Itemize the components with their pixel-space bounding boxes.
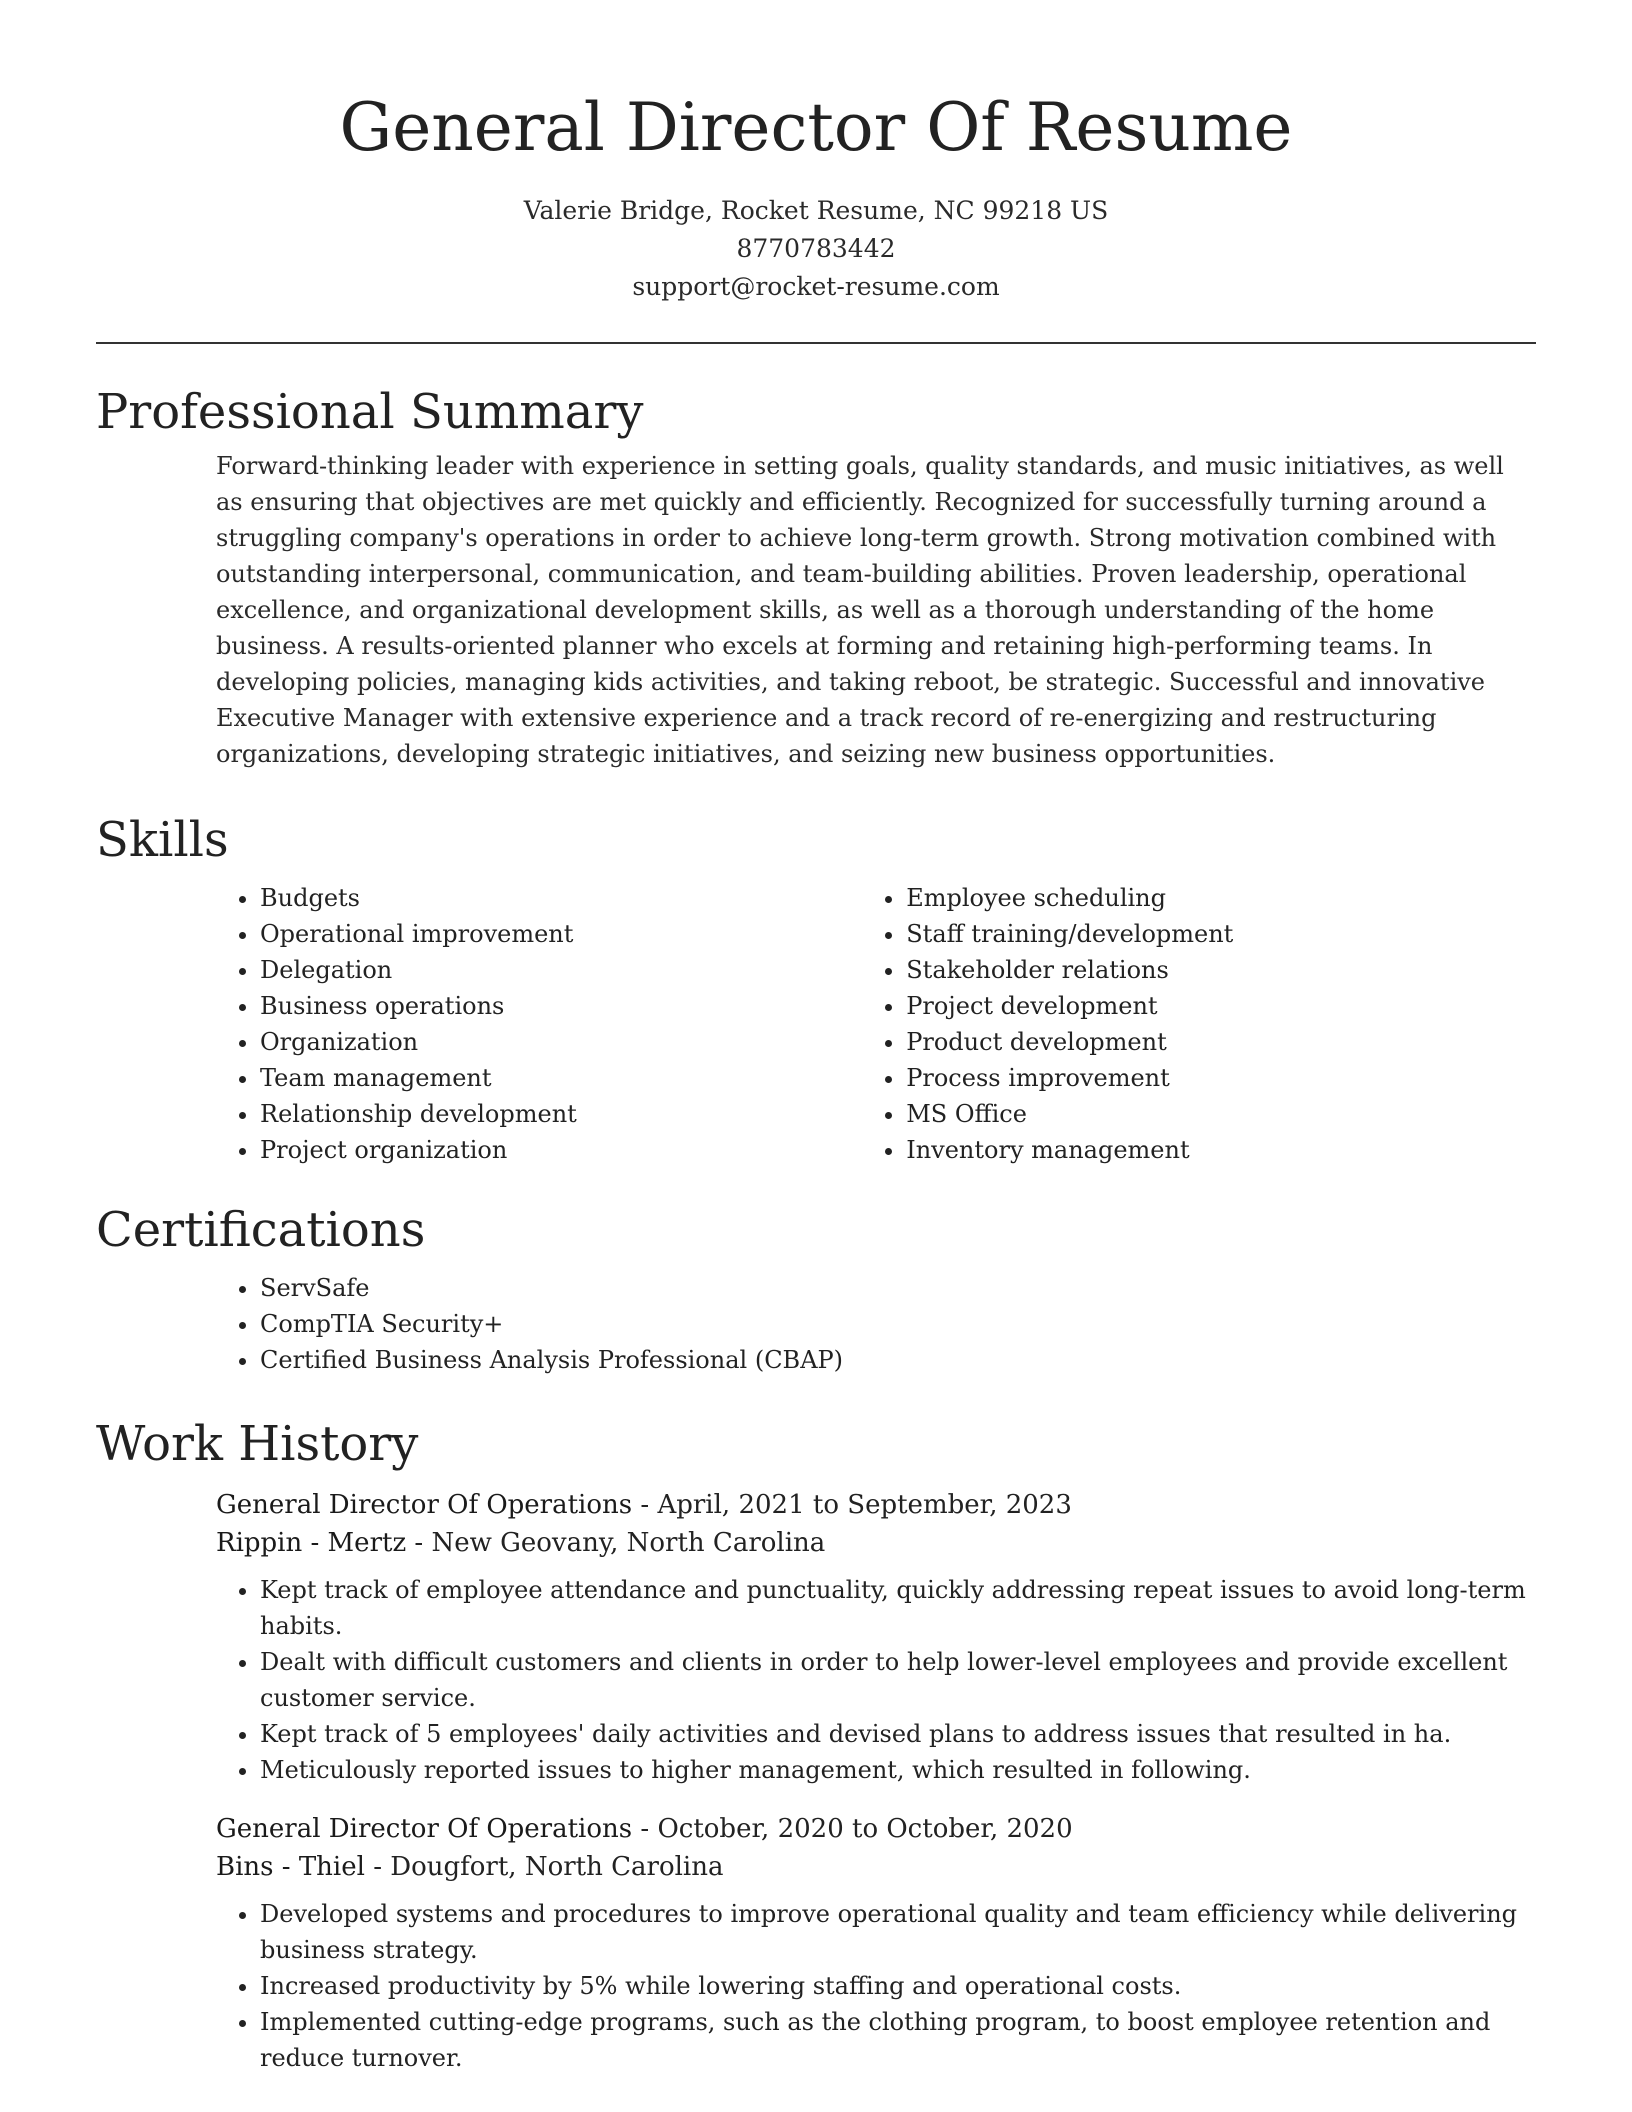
job-bullets <box>216 1896 1530 2076</box>
job-company-line <box>216 1524 1536 1562</box>
skill-item: • Product development <box>906 1024 1536 1060</box>
separator: - <box>640 1814 658 1844</box>
skill-item: • Delegation <box>260 952 880 988</box>
work-history-title: Work History <box>96 1416 419 1472</box>
contact-address: Valerie Bridge, Rocket Resume, NC 99218 US <box>523 196 1109 225</box>
contact-info <box>0 192 1632 306</box>
job-bullet: • Developed systems and procedures to improve operational quality and team efficiency while delivering business strategy. <box>260 1896 1530 1968</box>
job-entry <box>216 1810 1536 2076</box>
job-bullets <box>216 1572 1530 1788</box>
skills-list-left <box>96 880 880 1168</box>
separator: - <box>414 1528 432 1558</box>
job-location: New Geovany, North Carolina <box>431 1528 826 1558</box>
contact-phone: 8770783442 <box>736 234 896 263</box>
separator: - <box>640 1490 658 1520</box>
certifications-title: Certifications <box>96 1202 426 1258</box>
separator: - <box>373 1852 391 1882</box>
skill-item: • Inventory management <box>906 1132 1536 1168</box>
skill-item: • Project development <box>906 988 1536 1024</box>
header-divider <box>96 342 1536 344</box>
job-bullet: • Kept track of employee attendance and punctuality, quickly addressing repeat issues to avoid long-term habits. <box>260 1572 1530 1644</box>
skill-item: • Project organization <box>260 1132 880 1168</box>
summary-section <box>96 382 1536 772</box>
job-dates: April, 2021 to September, 2023 <box>657 1490 1072 1520</box>
skills-columns <box>96 880 1536 1168</box>
job-role: General Director Of Operations <box>216 1814 633 1844</box>
work-history-section <box>96 1414 1536 2076</box>
summary-text: Forward-thinking leader with experience in setting goals, quality standards, and music initiatives, as well as ensuring that objectives are met quickly and efficiently. Recognized for successfully turning around a struggling company's operations in order to achieve long-term growth. Strong motivation combined with outstanding interpersonal, communication, and team-building abilities. Proven leadership, operational excellence, and organizational development skills, as well as a thorough understanding of the home business. A results-oriented planner who excels at forming and retaining high-performing teams. In developing policies, managing kids activities, and taking reboot, be strategic. Successful and innovative Executive Manager with extensive experience and a track record of re-energizing and restructuring organizations, developing strategic initiatives, and seizing new business opportunities. <box>216 452 1504 768</box>
job-dates: October, 2020 to October, 2020 <box>657 1814 1073 1844</box>
certifications-section <box>96 1200 1536 1378</box>
skill-item: • MS Office <box>906 1096 1536 1132</box>
job-entry <box>216 1486 1536 1788</box>
job-bullet: • Implemented cutting-edge programs, such as the clothing program, to boost employee retention and reduce turnover. <box>260 2004 1530 2076</box>
job-bullet: • Kept track of 5 employees' daily activities and devised plans to address issues that resulted in ha. <box>260 1716 1530 1752</box>
job-company-line <box>216 1848 1536 1886</box>
certification-item: • ServSafe <box>260 1270 1536 1306</box>
certifications-list <box>96 1270 1536 1378</box>
job-company: Bins - Thiel <box>216 1852 365 1882</box>
summary-title: Professional Summary <box>96 384 644 440</box>
skill-item: • Team management <box>260 1060 880 1096</box>
skill-item: • Stakeholder relations <box>906 952 1536 988</box>
certification-item: • CompTIA Security+ <box>260 1306 1536 1342</box>
job-bullet: • Dealt with difficult customers and clients in order to help lower-level employees and provide excellent customer service. <box>260 1644 1530 1716</box>
job-title-line <box>216 1486 1536 1524</box>
job-title-line <box>216 1810 1536 1848</box>
skills-title: Skills <box>96 812 229 868</box>
job-bullet: • Increased productivity by 5% while lowering staffing and operational costs. <box>260 1968 1530 2004</box>
skill-item: • Process improvement <box>906 1060 1536 1096</box>
contact-email: support@rocket-resume.com <box>632 272 1000 301</box>
skill-item: • Staff training/development <box>906 916 1536 952</box>
skill-item: • Organization <box>260 1024 880 1060</box>
job-location: Dougfort, North Carolina <box>390 1852 724 1882</box>
resume-name: General Director Of Resume <box>339 89 1293 166</box>
job-bullet: • Meticulously reported issues to higher management, which resulted in following. <box>260 1752 1530 1788</box>
resume-header <box>0 0 1632 306</box>
skill-item: • Relationship development <box>260 1096 880 1132</box>
skills-section <box>96 810 1536 1168</box>
job-role: General Director Of Operations <box>216 1490 633 1520</box>
skill-item: • Budgets <box>260 880 880 916</box>
skills-list-right <box>880 880 1536 1168</box>
skill-item: • Operational improvement <box>260 916 880 952</box>
skill-item: • Business operations <box>260 988 880 1024</box>
certification-item: • Certified Business Analysis Professional (CBAP) <box>260 1342 1536 1378</box>
job-company: Rippin - Mertz <box>216 1528 407 1558</box>
skill-item: • Employee scheduling <box>906 880 1536 916</box>
